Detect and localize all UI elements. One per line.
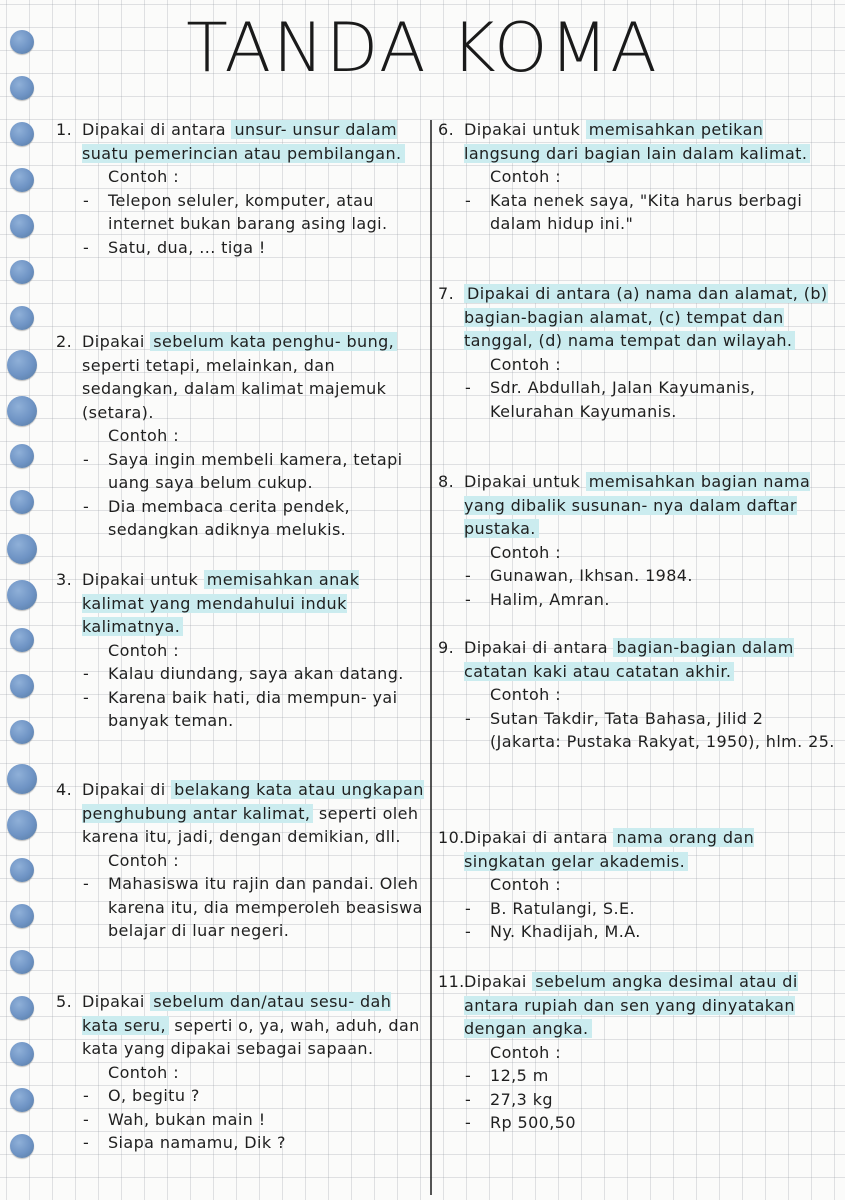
contoh-label: Contoh :: [108, 426, 179, 445]
binder-hole-icon: [10, 1134, 34, 1158]
rule-item: [438, 970, 840, 1135]
example-item: - Sdr. Abdullah, Jalan Kayumanis, Kelurahan Kayumanis.: [465, 378, 756, 421]
example-item: - Karena baik hati, dia mempun- yai banyak teman.: [83, 687, 398, 730]
rule-highlight: sebelum angka desimal atau di antara rupiah dan sen yang dinyatakan dengan angka.: [464, 972, 798, 1038]
binder-hole-icon: [10, 996, 34, 1020]
example-item: - Ny. Khadijah, M.A.: [465, 922, 641, 941]
rule-text: [56, 778, 424, 849]
contoh-label: Contoh :: [490, 542, 561, 562]
rule-number: 9.: [438, 638, 455, 657]
contoh-label: Contoh :: [490, 167, 561, 186]
binder-hole-icon: [10, 720, 34, 744]
binder-hole-icon: [10, 1042, 34, 1066]
example-text: O, begitu ?: [108, 1086, 200, 1105]
contoh-label: Contoh :: [490, 875, 561, 894]
rule-number: 5.: [56, 992, 73, 1011]
example-text: Telepon seluler, komputer, atau internet bukan barang asing lagi.: [108, 190, 388, 233]
example-text: Kata nenek saya, "Kita harus berbagi dalam hidup ini.": [490, 190, 803, 233]
rule-highlight: memisahkan bagian nama yang dibalik susunan- nya dalam daftar pustaka.: [464, 472, 811, 538]
binder-hole-icon: [7, 396, 37, 426]
example-text: Rp 500,50: [490, 1113, 576, 1132]
binder-hole-icon: [7, 534, 37, 564]
example-text: Ny. Khadijah, M.A.: [490, 922, 641, 941]
rule-item: [56, 568, 424, 733]
contoh-label: Contoh :: [490, 354, 561, 374]
example-item: - Halim, Amran.: [465, 589, 610, 609]
rule-item: [56, 990, 424, 1155]
rule-text-pre: Dipakai untuk: [464, 120, 586, 139]
rule-item: [438, 282, 840, 423]
example-item: - Wah, bukan main !: [83, 1109, 266, 1129]
example-text: Sdr. Abdullah, Jalan Kayumanis, Kelurahan Kayumanis.: [490, 378, 756, 421]
example-item: - Gunawan, Ikhsan. 1984.: [465, 566, 693, 585]
contoh-label: Contoh :: [108, 167, 179, 186]
binder-hole-icon: [10, 444, 34, 468]
example-text: Kalau diundang, saya akan datang.: [108, 664, 404, 683]
page-title: TANDA KOMA: [186, 9, 659, 88]
binder-hole-icon: [7, 764, 37, 794]
example-item: - 27,3 kg: [465, 1089, 553, 1109]
example-text: B. Ratulangi, S.E.: [490, 898, 635, 918]
rule-number: 8.: [438, 472, 455, 491]
example-item: - Telepon seluler, komputer, atau internet bukan barang asing lagi.: [83, 190, 388, 233]
example-item: - Dia membaca cerita pendek, sedangkan adiknya melukis.: [83, 496, 351, 539]
binder-hole-icon: [10, 628, 34, 652]
rule-text: [438, 970, 840, 1041]
contoh-label: Contoh :: [108, 640, 179, 660]
rule-number: 6.: [438, 120, 455, 139]
rule-number: 1.: [56, 120, 73, 139]
rule-text-pre: Dipakai: [464, 972, 533, 991]
example-item: - B. Ratulangi, S.E.: [465, 898, 635, 918]
rule-number: 10.: [438, 828, 465, 847]
rule-text-post: seperti o, ya, wah, aduh, dan kata yang dipakai sebagai sapaan.: [82, 1015, 420, 1058]
example-item: - Sutan Takdir, Tata Bahasa, Jilid 2 (Jakarta: Pustaka Rakyat, 1950), hlm. 25.: [465, 708, 835, 751]
example-text: Saya ingin membeli kamera, tetapi uang saya belum cukup.: [108, 449, 403, 492]
rule-text-pre: Dipakai untuk: [464, 472, 586, 491]
rule-text-post: seperti tetapi, melainkan, dan sedangkan, dalam kalimat majemuk (setara).: [82, 355, 387, 422]
rule-text: [438, 118, 840, 165]
contoh-label: Contoh :: [108, 1062, 179, 1082]
rule-text-pre: Dipakai: [82, 992, 151, 1011]
example-text: 27,3 kg: [490, 1089, 553, 1109]
rule-text-pre: Dipakai di antara: [464, 638, 614, 657]
binder-hole-icon: [10, 1088, 34, 1112]
example-item: - O, begitu ?: [83, 1086, 200, 1105]
rule-number: 7.: [438, 284, 455, 303]
rule-text-post: seperti oleh karena itu, jadi, dengan demikian, dll.: [82, 803, 419, 846]
rule-item: [438, 636, 840, 754]
rule-highlight: unsur- unsur dalam suatu pemerincian atau pembilangan.: [82, 120, 405, 163]
rule-highlight: memisahkan petikan langsung dari bagian lain dalam kalimat.: [464, 120, 810, 163]
rule-item: [56, 778, 424, 943]
example-text: Gunawan, Ikhsan. 1984.: [490, 566, 693, 585]
example-item: - Kalau diundang, saya akan datang.: [83, 664, 404, 683]
example-item: - Kata nenek saya, "Kita harus berbagi dalam hidup ini.": [465, 190, 803, 233]
rule-highlight: sebelum kata penghu- bung,: [150, 332, 397, 351]
binder-hole-icon: [7, 580, 37, 610]
rule-text: [438, 470, 840, 541]
binder-hole-icon: [10, 306, 34, 330]
rule-text: [438, 282, 840, 353]
binder-hole-icon: [10, 674, 34, 698]
example-text: Satu, dua, ... tiga !: [108, 237, 266, 257]
rule-number: 11.: [438, 972, 465, 991]
example-text: Wah, bukan main !: [108, 1109, 266, 1129]
rule-highlight: belakang kata atau ungkapan penghubung antar kalimat,: [82, 780, 424, 823]
binder-hole-icon: [7, 810, 37, 840]
contoh-label: Contoh :: [490, 1042, 561, 1062]
rule-text-pre: Dipakai di: [82, 780, 172, 799]
example-item: - Rp 500,50: [465, 1113, 576, 1132]
binder-hole-icon: [10, 904, 34, 928]
column-divider: [430, 120, 432, 1195]
contoh-label: Contoh :: [490, 685, 561, 704]
rule-text-pre: Dipakai di antara: [82, 120, 232, 139]
rule-item: [438, 470, 840, 611]
rule-text: [56, 330, 424, 424]
rule-highlight: bagian-bagian dalam catatan kaki atau catatan akhir.: [464, 638, 794, 681]
binder-hole-icon: [10, 950, 34, 974]
rule-item: [438, 118, 840, 236]
example-text: Dia membaca cerita pendek, sedangkan adiknya melukis.: [108, 496, 351, 539]
rule-text: [56, 118, 424, 165]
rule-text-pre: Dipakai untuk: [82, 570, 204, 589]
example-text: Mahasiswa itu rajin dan pandai. Oleh karena itu, dia memperoleh beasiswa belajar di luar negeri.: [108, 874, 423, 940]
rule-highlight: memisahkan anak kalimat yang mendahului induk kalimatnya.: [82, 570, 360, 636]
example-item: - 12,5 m: [465, 1066, 549, 1085]
example-item: - Siapa namamu, Dik ?: [83, 1133, 286, 1152]
rule-text-pre: Dipakai di antara: [464, 828, 614, 847]
example-text: Karena baik hati, dia mempun- yai banyak teman.: [108, 687, 398, 730]
rule-highlight: sebelum dan/atau sesu- dah kata seru,: [82, 992, 392, 1035]
rule-text: [438, 826, 840, 873]
binder-hole-icon: [7, 350, 37, 380]
rule-text-pre: Dipakai: [82, 332, 151, 351]
binder-hole-icon: [10, 168, 34, 192]
example-item: - Satu, dua, ... tiga !: [83, 237, 266, 257]
example-text: Halim, Amran.: [490, 589, 610, 609]
binder-hole-icon: [10, 214, 34, 238]
binder-hole-icon: [10, 490, 34, 514]
example-item: - Saya ingin membeli kamera, tetapi uang saya belum cukup.: [83, 449, 403, 492]
rule-number: 2.: [56, 332, 73, 351]
binder-hole-icon: [10, 858, 34, 882]
rule-highlight: Dipakai di antara (a) nama dan alamat, (b) bagian-bagian alamat, (c) tempat dan tanggal, (d) nama tempat dan wilayah.: [464, 284, 828, 350]
rule-highlight: nama orang dan singkatan gelar akademis.: [464, 828, 755, 871]
rule-text: [56, 568, 424, 639]
example-text: Sutan Takdir, Tata Bahasa, Jilid 2 (Jakarta: Pustaka Rakyat, 1950), hlm. 25.: [490, 708, 835, 751]
rule-item: [438, 826, 840, 944]
rule-number: 4.: [56, 780, 73, 799]
rule-text: [438, 636, 840, 683]
rule-item: [56, 118, 424, 259]
binder-hole-icon: [10, 260, 34, 284]
example-text: Siapa namamu, Dik ?: [108, 1133, 286, 1152]
binder-hole-icon: [10, 122, 34, 146]
contoh-label: Contoh :: [108, 850, 179, 870]
rule-text: [56, 990, 424, 1061]
binder-holes: [10, 30, 42, 1190]
rule-item: [56, 330, 424, 542]
example-item: - Mahasiswa itu rajin dan pandai. Oleh karena itu, dia memperoleh beasiswa belajar di luar negeri.: [83, 874, 423, 940]
rule-number: 3.: [56, 570, 73, 589]
example-text: 12,5 m: [490, 1066, 549, 1085]
